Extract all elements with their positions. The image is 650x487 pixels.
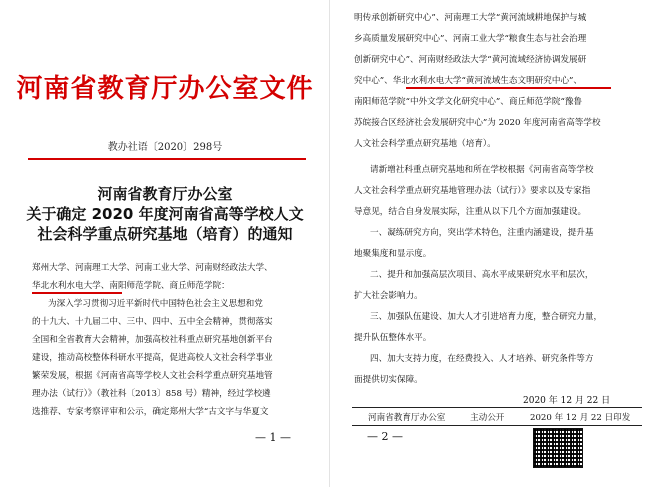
body-line: 明传承创新研究中心”、河南理工大学“黄河流域耕地保护与城 xyxy=(354,13,587,23)
body-line: 为深入学习贯彻习近平新时代中国特色社会主义思想和党 xyxy=(48,299,263,309)
body-line: 南阳师范学院“中外文学文化研究中心”、商丘师范学院“豫鲁 xyxy=(354,97,583,107)
body-line: 三、加强队伍建设、加大人才引进培育力度，整合研究力量， xyxy=(370,312,603,322)
body-line: 二、提升和加强高层次项目、高水平成果研究水平和层次， xyxy=(370,270,594,280)
body-line: 面提供切实保障。 xyxy=(354,375,423,385)
title-line-3: 社会科学重点研究基地（培育）的通知 xyxy=(37,225,293,243)
title-line-1: 河南省教育厅办公室 xyxy=(97,185,233,203)
body-line: 请新增社科重点研究基地和所在学校根据《河南省高等学校 xyxy=(370,165,594,175)
body-line: 的十九大、十九届二中、三中、四中、五中全会精神，贯彻落实 xyxy=(32,317,273,327)
body-line: 创新研究中心”、河南财经政法大学“黄河流域经济协调发展研 xyxy=(354,55,587,65)
body-line: 苏皖接合区经济社会发展研究中心”为 2020 年度河南省高等学校 xyxy=(354,118,601,128)
document-number: 教办社语〔2020〕298号 xyxy=(107,142,223,153)
body-line: 全国和全省教育大会精神，加强高校社科重点研究基地创新平台 xyxy=(32,335,273,345)
body-line: 一、凝练研究方向，突出学术特色，注重内涵建设，提升基 xyxy=(370,228,594,238)
body-line: 四、加大支持力度，在经费投入、人才培养、研究条件等方 xyxy=(370,354,594,364)
body-line: 繁荣发展，根据《河南省高等学校人文社会科学重点研究基地管 xyxy=(32,371,273,381)
document-date: 2020 年 12 月 22 日 xyxy=(523,396,611,406)
page-number: — 1 — xyxy=(255,431,291,444)
body-line: 扩大社会影响力。 xyxy=(354,291,423,301)
footer-rule-top xyxy=(352,407,642,408)
footer-rule-bottom xyxy=(352,425,642,426)
body-line: 理办法（试行）》（教社科〔2013〕858 号）精神，经过学校遴 xyxy=(32,389,271,399)
body-line: 乡高质量发展研究中心”、河南工业大学“粮食生态与社会治理 xyxy=(354,34,587,44)
highlight-underline xyxy=(32,292,122,294)
body-line: 人文社会科学重点研究基地（培育）。 xyxy=(354,139,496,149)
recipient-line-2: 华北水利水电大学、南阳师范学院、商丘师范学院： xyxy=(32,281,230,291)
footer-office: 河南省教育厅办公室 xyxy=(368,413,446,423)
body-line: 地聚集度和显示度。 xyxy=(354,249,432,259)
document-header: 河南省教育厅办公室文件 xyxy=(16,74,314,104)
qr-code-icon xyxy=(533,428,583,468)
recipient-line-1: 郑州大学、河南理工大学、河南工业大学、河南财经政法大学、 xyxy=(32,263,273,273)
title-line-2: 关于确定 2020 年度河南省高等学校人文 xyxy=(26,205,304,223)
footer-publicity: 主动公开 xyxy=(470,413,505,423)
header-divider xyxy=(28,158,306,160)
footer-print-date: 2020 年 12 月 22 日印发 xyxy=(530,413,631,423)
highlight-underline xyxy=(406,87,611,89)
body-line: 人文社会科学重点研究基地管理办法（试行）》要求以及专家指 xyxy=(354,186,591,196)
body-line: 提升队伍整体水平。 xyxy=(354,333,432,343)
body-line: 建设，推动高校整体科研水平提高，促进高校人文社会科学事业 xyxy=(32,353,273,363)
page-number: — 2 — xyxy=(367,430,403,443)
body-line: 导意见，结合自身发展实际，注重从以下几个方面加强建设。 xyxy=(354,207,587,217)
body-line: 选推荐、专家考察评审和公示，确定郑州大学“古文字与华夏文 xyxy=(32,407,269,417)
body-line: 究中心”、华北水利水电大学“黄河流域生态文明研究中心”、 xyxy=(354,76,583,86)
